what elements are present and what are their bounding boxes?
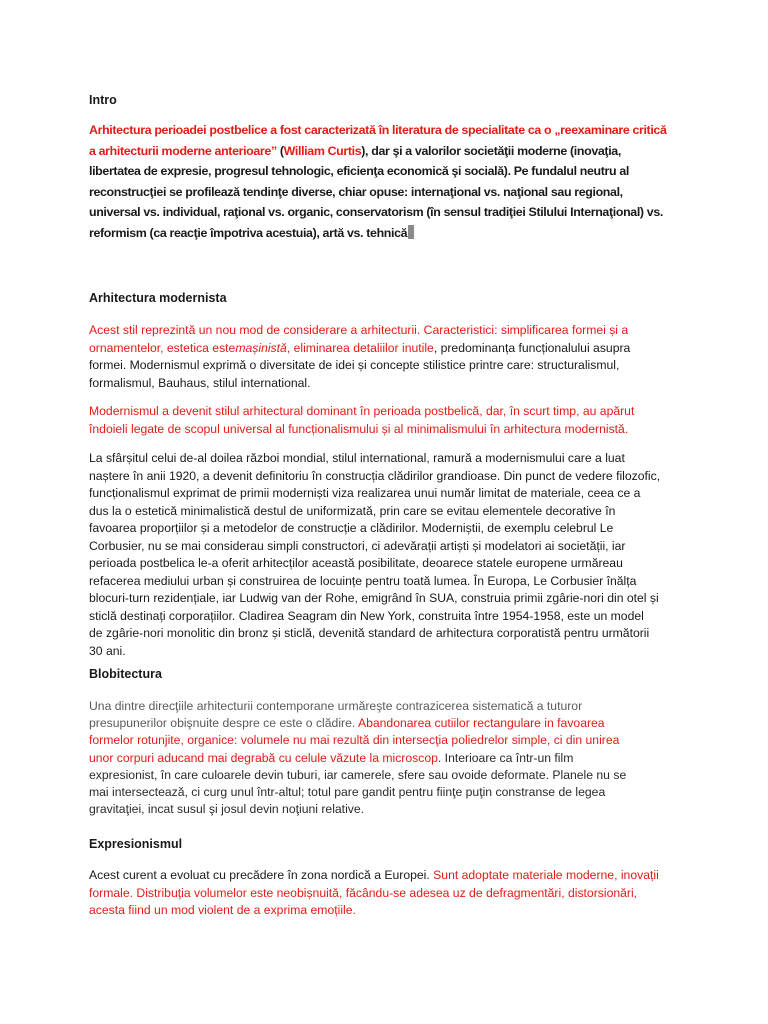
expresionismul-heading: Expresionismul [89,837,183,851]
modernista-paragraph-3: La sfârșitul celui de-al doilea război mondial, stilul international, ramură a modernismului care a luat naștere în anii 1920, a devenit definitoriu în construcția clădirilor grandioase. Din punct de vedere filozofic, funcționalismul exprimat de primii moderniști viza realizarea unui număr limitat de materiale, ceea ce a dus la o estetică minimalistică destul de uniformizată, prin care se evitau elementele decorative în favoarea proporțiilor și a metodelor de construcție a clădirilor. Moderniștii, de exemplu celebrul Le Corbusier, nu se mai considerau simpli constructori, ci adevărații artiști și modelatori ai societății, iar perioada postbelica le-a oferit arhitecților această posibilitate, deoarece statele europene urmăreau refacerea mediului urban și construirea de locuințe pentru toată lumea. În Europa, Le Corbusier înălța blocuri-turn rezidențiale, iar Ludwig van der Rohe, emigrând în SUA, construia primii zgârie-nori din otel și sticlă destinați corporațiilor. Cladirea Seagram din New York, construita între 1954-1958, este un model de zgârie-nori monolitic din bronz și sticlă, devenită standard de arhitectura corporatistă pentru următorii 30 ani. [89,451,661,658]
intro-line: libertatea de expresie, progresul tehnologic, eficienţa economică şi socială). Pe fundalul neutru al [89,164,629,179]
intro-line: a arhitecturii moderne anterioare” (William Curtis), dar şi a valorilor societăţii moderne (inovaţia, [89,143,621,158]
text-cursor [408,225,414,239]
intro-line: reformism (ca reacţie împotriva acestuia), artă vs. tehnică [89,223,689,244]
intro-line: Arhitectura perioadei postbelice a fost caracterizată în literatura de specialitate ca o „reexaminare critică [89,123,667,137]
blobitectura-paragraph: Una dintre direcţiile arhitecturii contemporane urmăreşte contrazicerea sistematică a tuturor presupunerilor obişnuite despre ce este o clădire. Abandonarea cutiilor rectangulare in favoarea formelor rotunjite, organice: volumele nu mai rezultă din intersecţia poliedrelor simple, ci din unirea unor corpuri aducand mai degrabă cu celule văzute la microscop. Interioare ca într-un film expresionist, în care culoarele devin tuburi, iar camerele, sfere sau ovoide deformate. Planele nu se mai intersectează, ci curg unul într-altul; totul pare gandit pentru fiinţe puţin constranse de legea gravitaţiei, incat susul şi josul devin noţiuni relative. [89,699,627,817]
blobitectura-heading: Blobitectura [89,667,162,681]
expresionismul-paragraph: Acest curent a evoluat cu precădere în zona nordică a Europei. Sunt adoptate materiale moderne, inovații formale. Distribuția volumelor este neobișnuită, făcându-se adesea uz de defragmentări, distorsionări, acesta fiind un mod violent de a exprima emoțiile. [89,868,659,917]
intro-paragraph [89,120,689,244]
intro-heading: Intro [89,93,117,107]
intro-line: reconstrucţiei se profilează tendinţe diverse, chiar opuse: internaţional vs. naţional sau regional, [89,184,623,199]
modernista-paragraph-1: Acest stil reprezintă un nou mod de considerare a arhitecturii. Caracteristici: simplificarea formei și a ornamentelor, estetica estemașinistă, eliminarea detaliilor inutile, predominanța funcționalului asupra formei. Modernismul exprimă o diversitate de idei și concepte stilistice printre care: structuralismul, formalismul, Bauhaus, stilul international. [89,323,631,390]
intro-line: universal vs. individual, raţional vs. organic, conservatorism (în sensul tradiţiei Stilului Internaţional) vs. [89,205,663,220]
modernista-paragraph-2: Modernismul a devenit stilul arhitectural dominant în perioada postbelică, dar, în scurt timp, au apărut îndoieli legate de scopul universal al funcționalismului și al minimalismului în arhitectura modernistă. [89,404,635,436]
modernista-heading: Arhitectura modernista [89,291,227,305]
